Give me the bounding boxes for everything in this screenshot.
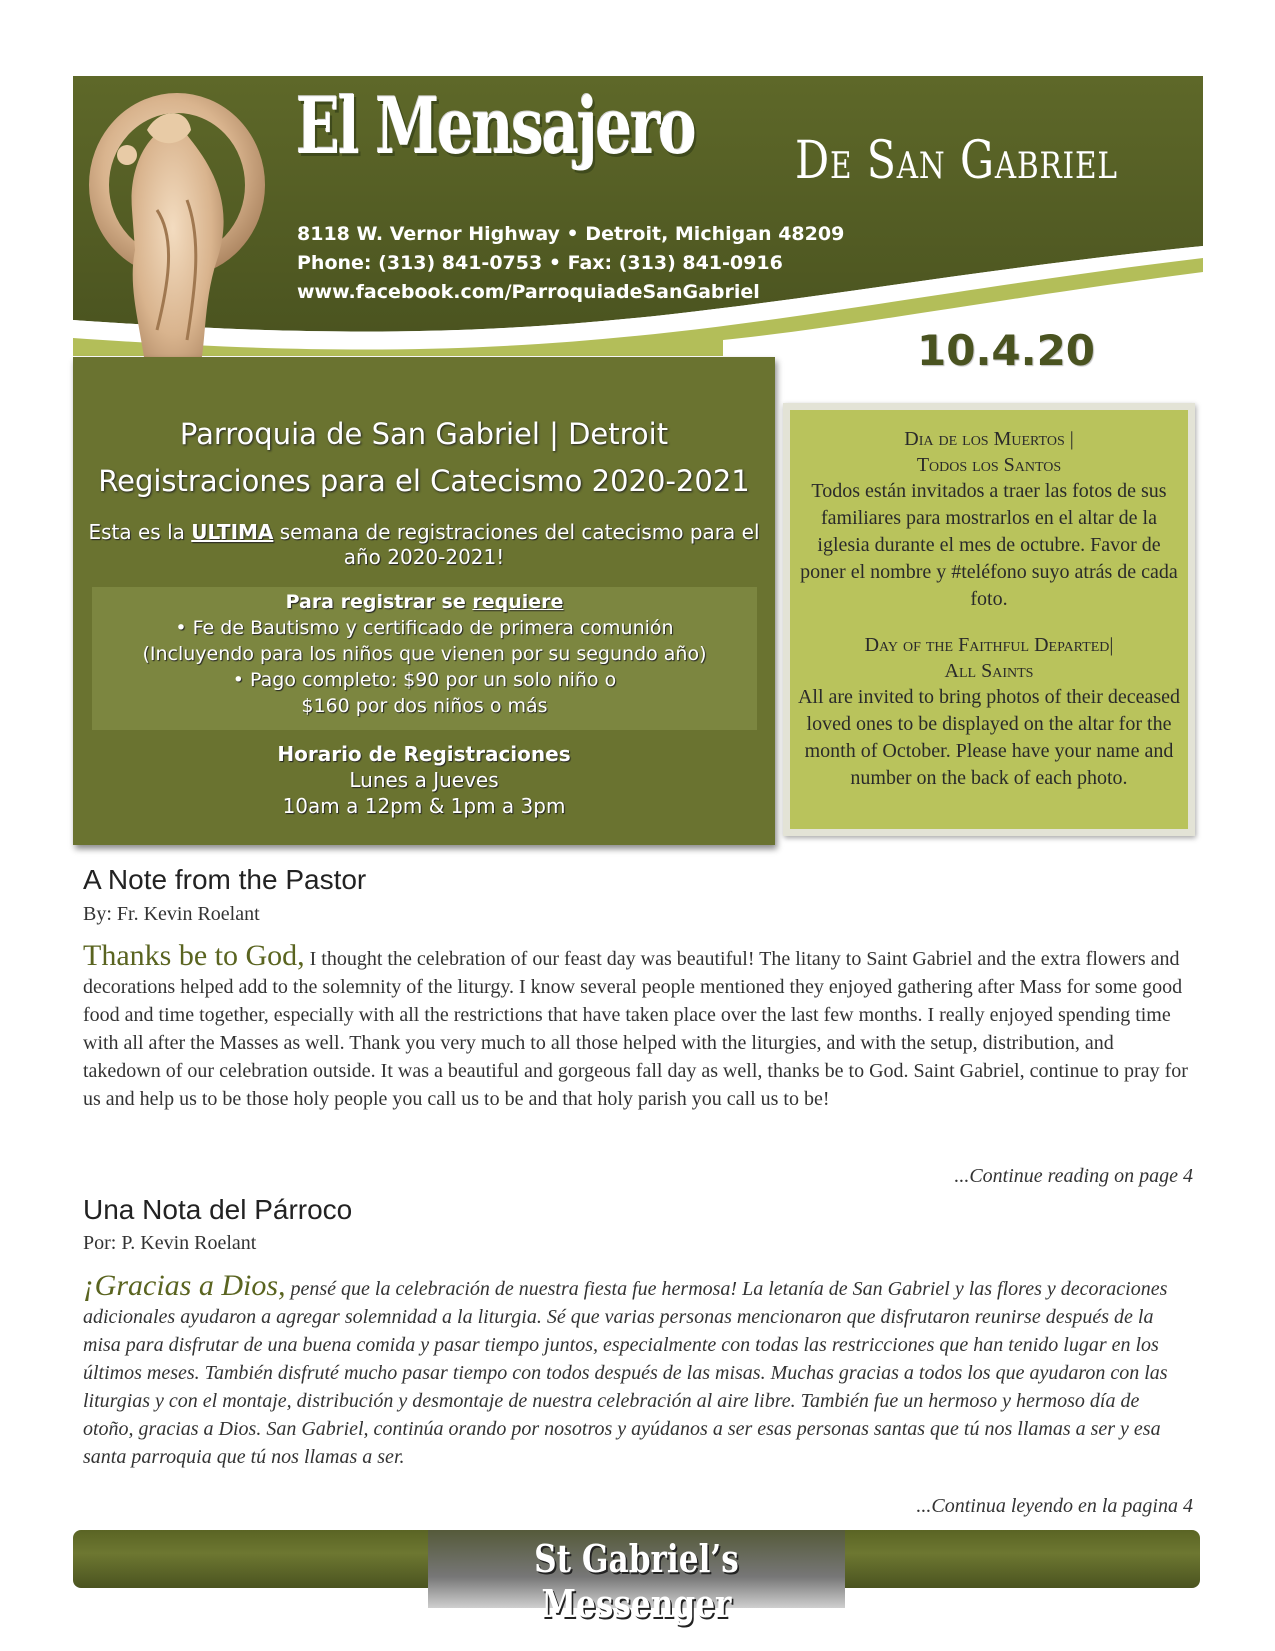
requirement-line: (Incluyendo para los niños que vienen por su segundo año): [142, 643, 707, 665]
newsletter-subtitle: De San Gabriel: [795, 131, 1118, 191]
hours-title: Horario de Registraciones: [277, 742, 571, 766]
pastor-note-heading-es: Una Nota del Párroco: [83, 1194, 353, 1225]
newsletter-title: El Mensajero: [296, 81, 695, 172]
all-saints-announcement-box: [783, 403, 1195, 836]
notice-before: Esta es la: [88, 520, 192, 544]
continue-reading-es: ...Continua leyendo en la pagina 4: [916, 1495, 1193, 1517]
pastor-note-body-es: [83, 1269, 1193, 1471]
footer-title: St Gabriel’s Messenger: [534, 1536, 739, 1626]
pastor-note-text-en: I thought the celebration of our feast day was beautiful! The litany to Saint Gabriel and the extra flowers and decorations helped add to the solemnity of the liturgy. I know several people mentioned they enjoyed gathering after Mass for some good food and time together, especially with all the restrictions that have taken place over the last few months. I really enjoyed spending time with all after the Masses as well. Thank you very much to all those helped with the liturgies, and with the setup, distribution, and takedown of our celebration outside. It was a beautiful and gorgeous fall day as well, thanks be to God. Saint Gabriel, continue to pray for us and help us to be those holy people you call us to be and that holy parish you call us to be!: [83, 948, 1188, 1110]
notice-emphasis: ULTIMA: [191, 520, 274, 544]
footer-banner: [73, 1530, 1200, 1626]
hours-times: 10am a 12pm & 1pm a 3pm: [282, 794, 566, 818]
pastor-note-text-es: pensé que la celebración de nuestra fiesta fue hermosa! La letanía de San Gabriel y las flores y decoraciones adicionales ayudaron a agregar solemnidad a la liturgia. Sé que varias personas mencionaron que disfrutaron reunirse después de la misa para disfrutar de una buena comida y pasar tiempo juntos, especialmente con todas las restricciones que han tenido lugar en los últimos meses. También disfruté mucho pasar tiempo con todos después de las misas. Muchas gracias a todos los que ayudaron con las liturgias y con el montaje, distribución y desmontaje de nuestra celebración al aire libre. También fue un hermoso y hermoso día de otoño, gracias a Dios. San Gabriel, continúa orando por nosotros y ayúdanos a ser esas personas santas que tú nos llamas a ser y esa santa parroquia que tú nos llamas a ser.: [83, 1278, 1168, 1468]
parish-address: 8118 W. Vernor Highway • Detroit, Michigan 48209: [297, 223, 845, 245]
announcement-heading-en-1: Day of the Faithful Departed|: [864, 634, 1114, 656]
issue-date: 10.4.20: [917, 326, 1096, 375]
announcement-heading-es-2: Todos los Santos: [916, 454, 1062, 476]
saint-gabriel-statue-image: [87, 90, 267, 390]
parish-website: www.facebook.com/ParroquiadeSanGabriel: [297, 281, 760, 303]
registration-title-line1: Parroquia de San Gabriel | Detroit: [179, 417, 669, 451]
parish-phone: Phone: (313) 841-0753 • Fax: (313) 841-0916: [297, 252, 783, 274]
requirements-box: [92, 587, 757, 730]
requirement-line: • Pago completo: $90 por un solo niño o: [232, 669, 617, 691]
registration-notice: [83, 520, 765, 570]
requirements-title-emphasis: requiere: [472, 591, 564, 613]
requirements-title-before: Para registrar se: [285, 591, 473, 613]
continue-reading-en: ...Continue reading on page 4: [954, 1165, 1193, 1187]
footer-title-plate: [428, 1530, 845, 1626]
announcement-inner: [790, 410, 1188, 829]
pastor-note-byline-es: Por: P. Kevin Roelant: [83, 1232, 257, 1254]
pastor-note-body-en: [83, 939, 1193, 1113]
notice-after: semana de registraciones del catecismo para el año 2020-2021!: [273, 520, 760, 569]
hours-days: Lunes a Jueves: [349, 768, 499, 792]
announcement-body-es: Todos están invitados a traer las fotos de sus familiares para mostrarlos en el altar de la iglesia durante el mes de octubre. Favor de poner el nombre y #teléfono suyo atrás de cada foto.: [800, 480, 1178, 610]
pastor-note-lead-es: ¡Gracias a Dios,: [83, 1269, 286, 1302]
requirement-line: $160 por dos niños o más: [301, 695, 548, 717]
pastor-note-byline-en: By: Fr. Kevin Roelant: [83, 903, 260, 925]
pastor-note-heading-en: A Note from the Pastor: [83, 864, 367, 895]
announcement-heading-es-1: Dia de los Muertos |: [904, 428, 1074, 450]
announcement-body-en: All are invited to bring photos of their deceased loved ones to be displayed on the altar for the month of October. Please have your name and number on the back of each photo.: [797, 686, 1181, 789]
requirements-title: [92, 591, 757, 613]
registration-title-line2: Registraciones para el Catecismo 2020-2021: [98, 464, 750, 498]
announcement-heading-en-2: All Saints: [944, 660, 1034, 682]
requirement-line: • Fe de Bautismo y certificado de primera comunión: [175, 617, 674, 639]
catechism-registration-box: [73, 357, 775, 845]
pastor-note-lead-en: Thanks be to God,: [83, 939, 305, 972]
masthead: [73, 76, 1203, 356]
